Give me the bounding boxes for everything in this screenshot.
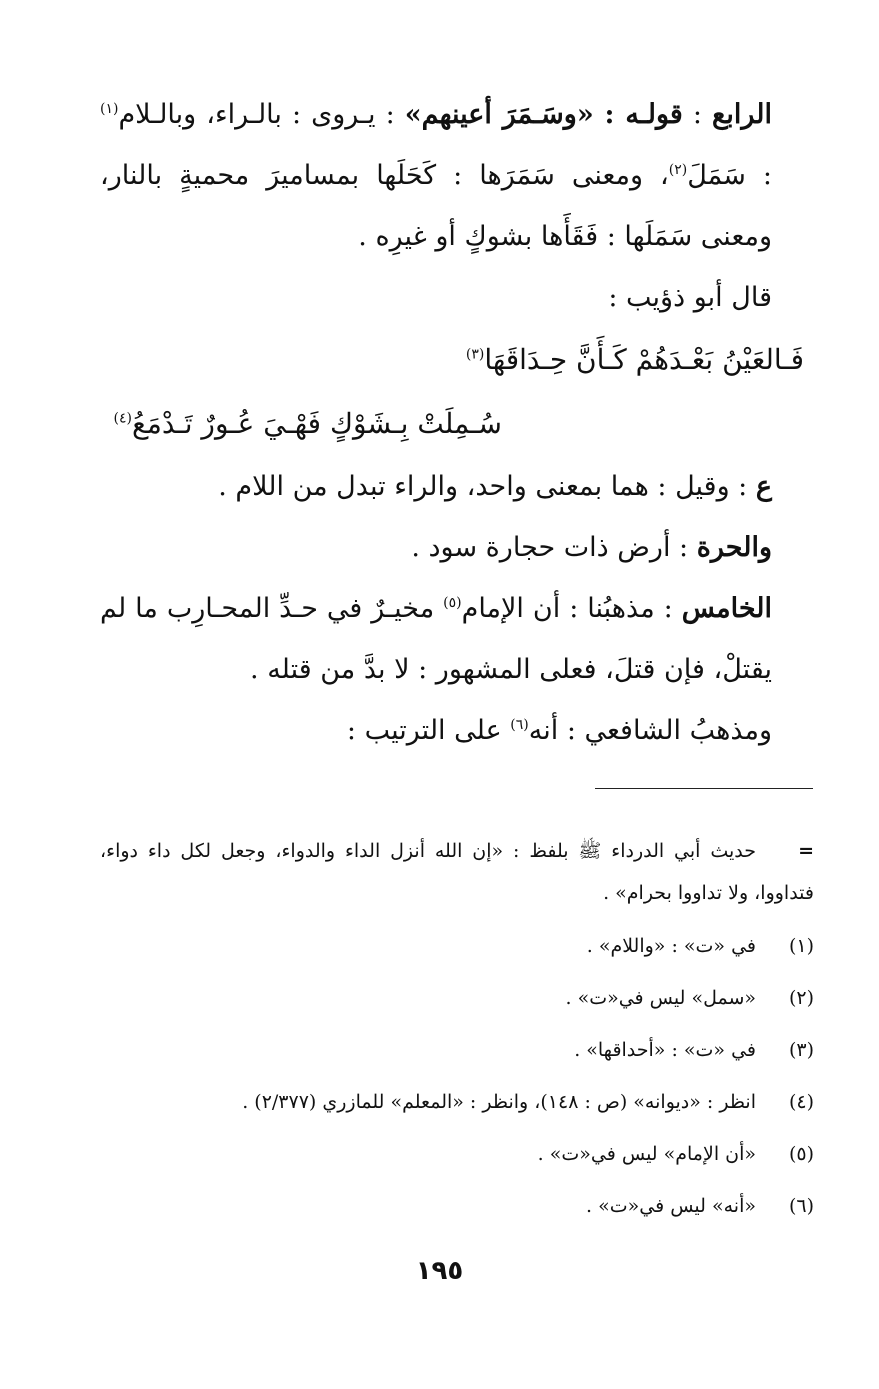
footnote-number: (٢) [788, 987, 814, 1009]
main-text [100, 84, 814, 761]
footnote-number: (٦) [788, 1195, 814, 1217]
continuation-mark: = [798, 840, 814, 862]
footnote-separator [595, 788, 813, 789]
footnote-2 [100, 972, 814, 1024]
quoted-phrase: قولـه : «وسَـمَرَ أعينهم» [404, 99, 683, 130]
footnote-4 [100, 1076, 814, 1128]
paragraph-fourth [100, 84, 814, 267]
text-span: على الترتيب : [346, 715, 511, 746]
footnote-ref-5[interactable]: (٥) [443, 595, 462, 611]
footnote-text: «سمل» ليس في«ت» . [565, 987, 756, 1009]
footnote-text: في «ت» : «أحداقها» . [574, 1039, 756, 1061]
text-span: : يـروى : بالـراء، وبالـلام [118, 99, 405, 130]
footnote-text: في «ت» : «واللام» . [586, 935, 756, 957]
footnote-ref-3[interactable]: (٣) [465, 346, 485, 363]
text-span: ومذهبُ الشافعي : أنه [528, 715, 772, 746]
footnote-ref-2[interactable]: (٢) [668, 162, 688, 178]
paragraph-lead: الخامس [681, 593, 772, 624]
text-span: : سَمَلَ [687, 160, 773, 191]
footnote-ref-4[interactable]: (٤) [113, 410, 132, 427]
poet-attribution: قال أبو ذؤيب : [608, 282, 772, 313]
footnote-ref-1[interactable]: (١) [100, 101, 119, 117]
footnote-3 [100, 1024, 814, 1076]
paragraph-fifth [100, 578, 814, 700]
footnote-1 [100, 920, 814, 972]
text-span: : [682, 99, 712, 130]
paragraph-ain [100, 456, 814, 517]
text-span: : مذهبُنا : أن الإمام [461, 593, 682, 624]
footnote-text: «أنه» ليس في«ت» . [586, 1195, 756, 1217]
footnote-number: (٥) [788, 1143, 814, 1165]
footnote-5 [100, 1128, 814, 1180]
footnotes [100, 830, 814, 1232]
paragraph-shafii [100, 700, 814, 761]
footnote-text: «أن الإمام» ليس في«ت» . [537, 1143, 756, 1165]
text-span: ، ومعنى سَمَرَها : كَحَلَها بمساميرَ محميةٍ بالنار، ومعنى سَمَلَها : فَقَأَها بشوكٍ أو غيرِه . [100, 160, 772, 252]
footnote-continuation [100, 830, 814, 914]
verse-line-2 [100, 392, 814, 456]
verse-text: سُـمِلَتْ بِـشَوْكٍ فَهْـيَ عُـورٌ تَـدْمَعُ [131, 407, 502, 440]
footnote-list [100, 920, 814, 1232]
text-span: : أرض ذات حجارة سود . [411, 532, 697, 563]
paragraph-lead: ع [755, 471, 772, 502]
footnote-number: (٣) [788, 1039, 814, 1061]
page-number: ١٩٥ [415, 1256, 464, 1286]
text-span: : وقيل : هما بمعنى واحد، والراء تبدل من اللام . [218, 471, 756, 502]
footnote-number: (١) [788, 935, 814, 957]
footnote-number: (٤) [788, 1091, 814, 1113]
paragraph-lead: الرابع [712, 99, 773, 130]
paragraph-harra [100, 517, 814, 578]
continuation-text: حديث أبي الدرداء ﷺ بلفظ : «إن الله أنزل الداء والدواء، وجعل لكل داء دواء، فتداووا، ولا تداووا بحرام» . [100, 840, 814, 904]
paragraph-lead: والحرة [696, 532, 772, 563]
footnote-text: انظر : «ديوانه» (ص : ١٤٨)، وانظر : «المعلم» للمازري (٢/٣٧٧) . [242, 1091, 756, 1113]
verse-line-1 [100, 328, 814, 392]
text-span: مخيـرٌ في حـدِّ المحـارِب ما لم يقتلْ، فإن قتلَ، فعلى المشهور : لا بدَّ من قتله . [100, 593, 772, 685]
footnote-6 [100, 1180, 814, 1232]
verse-text: فَـالعَيْنُ بَعْـدَهُمْ كَـأَنَّ حِـدَاقَهَا [484, 343, 804, 376]
footnote-ref-6[interactable]: (٦) [510, 717, 529, 733]
